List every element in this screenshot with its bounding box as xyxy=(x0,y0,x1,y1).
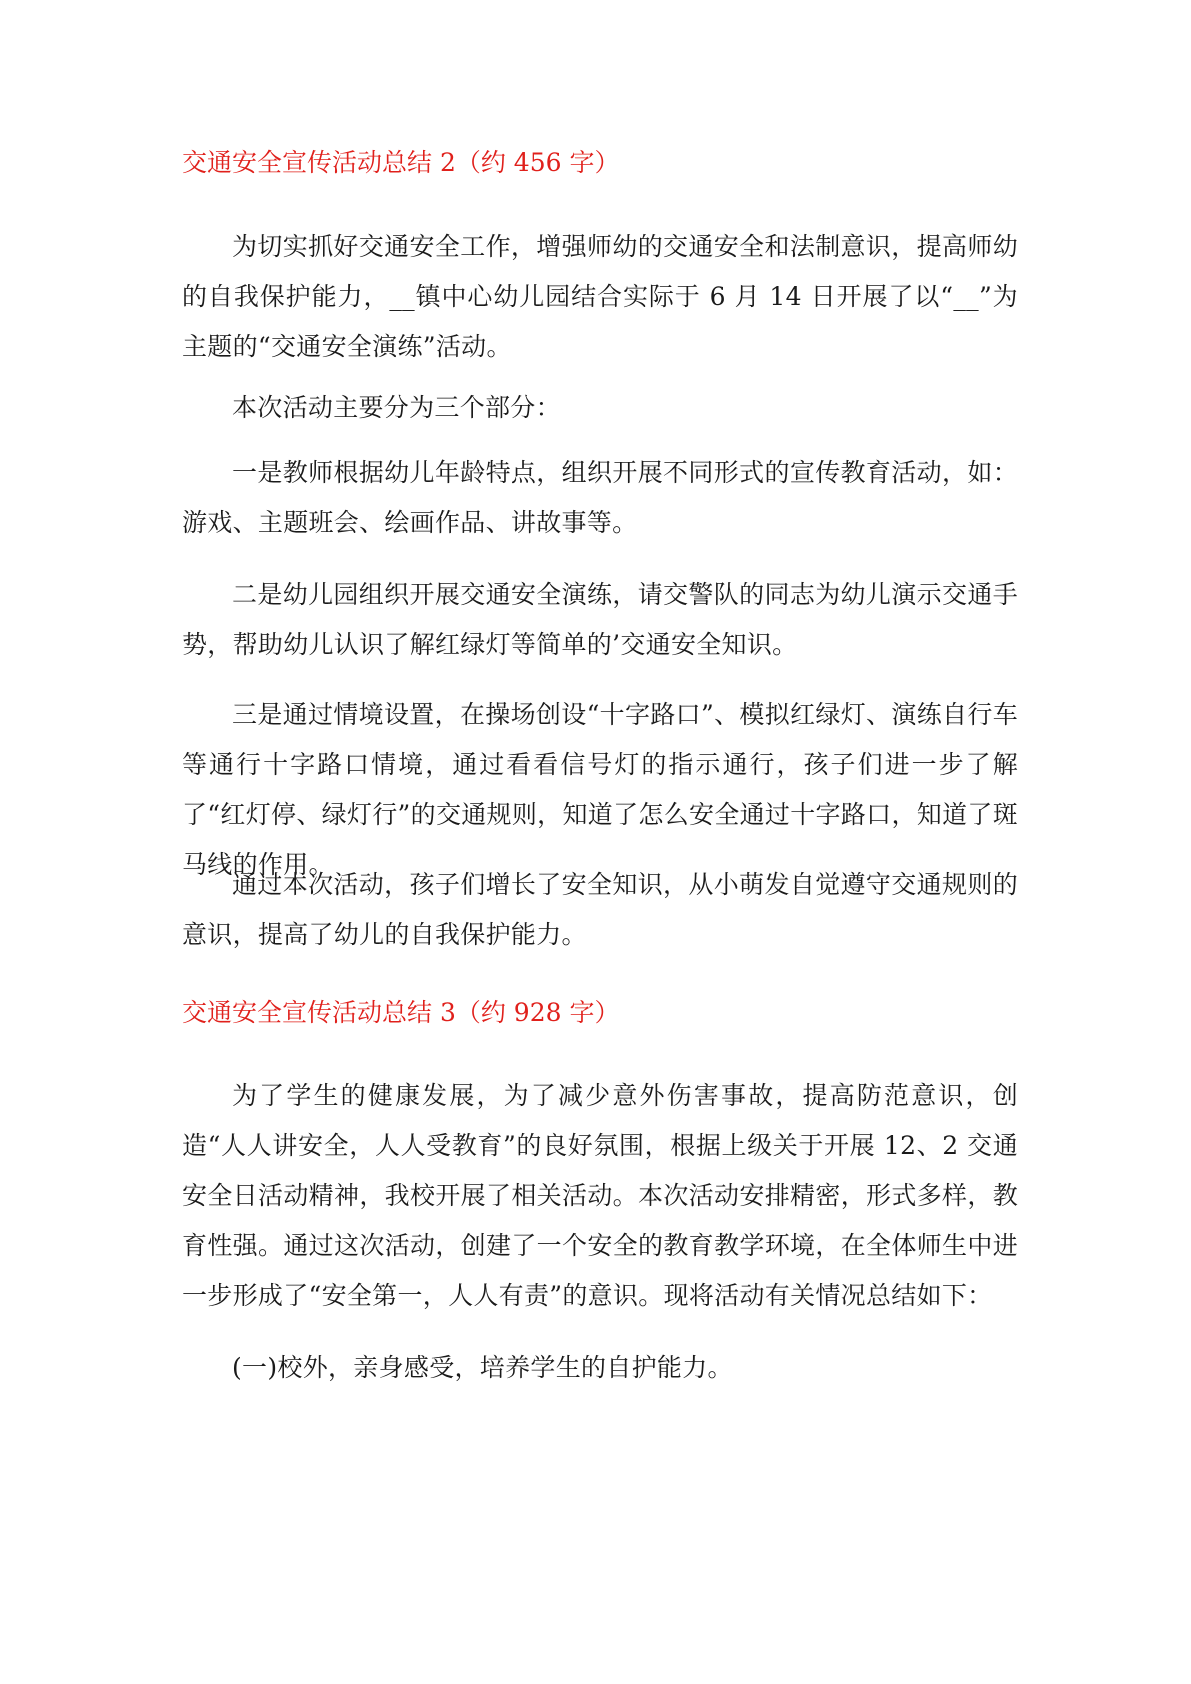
paragraph: 本次活动主要分为三个部分： xyxy=(232,393,561,422)
paragraph: 为切实抓好交通安全工作，增强师幼的交通安全和法制意识，提高师幼的自我保护能力，__镇中心幼儿园结合实际于 6 月 14 日开展了以“__”为主题的“交通安全演练”活动。 xyxy=(182,232,1018,361)
section-heading: 交通安全宣传活动总结 3（约 928 字） xyxy=(182,998,620,1027)
section-heading: 交通安全宣传活动总结 2（约 456 字） xyxy=(182,148,620,177)
paragraph: 三是通过情境设置，在操场创设“十字路口”、模拟红绿灯、演练自行车等通行十字路口情境，通过看看信号灯的指示通行，孩子们进一步了解了“红灯停、绿灯行”的交通规则，知道了怎么安全通过十字路口，知道了斑马线的作用。 xyxy=(182,700,1018,879)
paragraph: (一)校外，亲身感受，培养学生的自护能力。 xyxy=(232,1353,733,1382)
paragraph: 为了学生的健康发展，为了减少意外伤害事故，提高防范意识，创造“人人讲安全，人人受教育”的良好氛围，根据上级关于开展 12、2 交通安全日活动精神，我校开展了相关活动。本次活动安排精密，形式多样，教育性强。通过这次活动，创建了一个安全的教育教学环境，在全体师生中进一步形成了“安全第一，人人有责”的意识。现将活动有关情况总结如下： xyxy=(182,1081,1018,1310)
paragraph: 通过本次活动，孩子们增长了安全知识，从小萌发自觉遵守交通规则的意识，提高了幼儿的自我保护能力。 xyxy=(182,870,1018,949)
paragraph: 一是教师根据幼儿年龄特点，组织开展不同形式的宣传教育活动，如：游戏、主题班会、绘画作品、讲故事等。 xyxy=(182,458,1018,537)
paragraph: 二是幼儿园组织开展交通安全演练，请交警队的同志为幼儿演示交通手势，帮助幼儿认识了解红绿灯等简单的’交通安全知识。 xyxy=(182,580,1018,659)
